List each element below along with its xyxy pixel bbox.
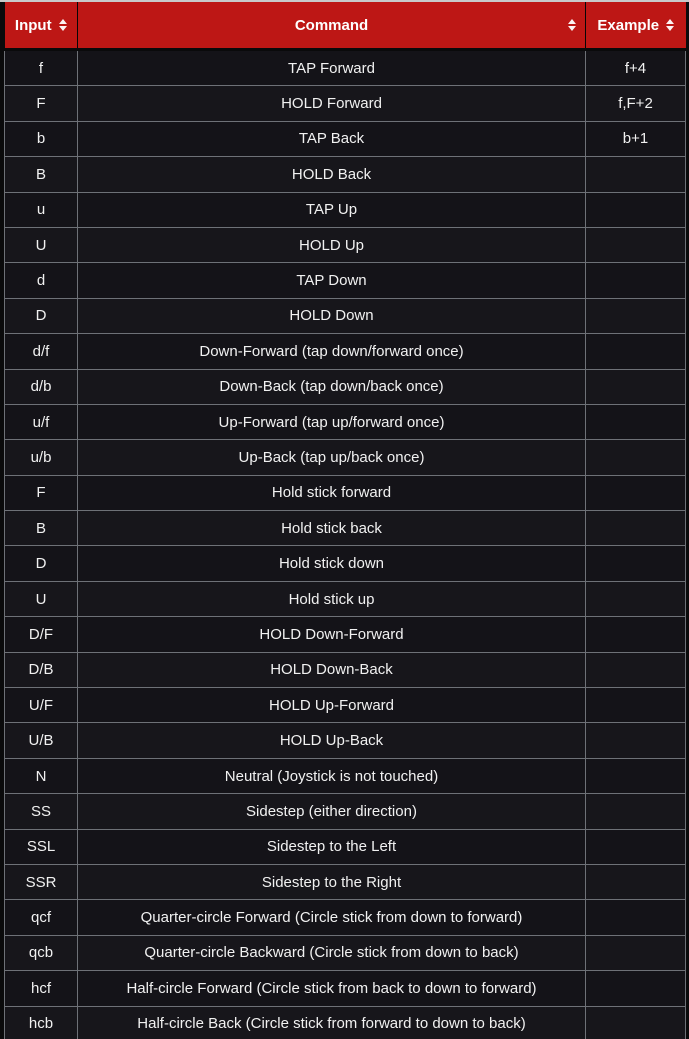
input-cell: U/B [5,723,78,758]
input-cell: D/F [5,617,78,652]
table-row [5,688,686,723]
example-cell [586,864,686,899]
command-cell: Hold stick back [78,511,586,546]
command-cell: Down-Forward (tap down/forward once) [78,334,586,369]
input-cell: D/B [5,652,78,687]
table-row [5,1006,686,1039]
table-row [5,723,686,758]
table-row [5,935,686,970]
example-cell [586,829,686,864]
input-command-table [4,2,686,1039]
input-cell: D [5,298,78,333]
command-cell: HOLD Up-Back [78,723,586,758]
example-cell [586,511,686,546]
command-cell: Quarter-circle Forward (Circle stick from down to forward) [78,900,586,935]
input-cell: U [5,581,78,616]
input-cell: B [5,157,78,192]
command-cell: TAP Back [78,121,586,156]
example-cell [586,723,686,758]
example-cell [586,546,686,581]
column-header-command-label: Command [294,16,369,34]
table-row [5,121,686,156]
table-row [5,546,686,581]
sort-icon [568,19,576,31]
table-row [5,511,686,546]
command-cell: Up-Back (tap up/back once) [78,440,586,475]
table-row [5,369,686,404]
command-cell: Half-circle Forward (Circle stick from back to down to forward) [78,971,586,1006]
table-row [5,900,686,935]
command-cell: TAP Up [78,192,586,227]
example-cell [586,1006,686,1039]
input-cell: SS [5,794,78,829]
input-cell: F [5,475,78,510]
input-cell: D [5,546,78,581]
table-row [5,829,686,864]
command-cell: HOLD Down-Back [78,652,586,687]
table-row [5,617,686,652]
table-row [5,86,686,121]
example-cell: f,F+2 [586,86,686,121]
table-row [5,758,686,793]
command-cell: HOLD Up [78,227,586,262]
command-cell: Neutral (Joystick is not touched) [78,758,586,793]
example-cell [586,192,686,227]
example-cell: b+1 [586,121,686,156]
example-cell [586,475,686,510]
sort-icon [59,19,67,31]
example-cell [586,157,686,192]
command-cell: Quarter-circle Backward (Circle stick from down to back) [78,935,586,970]
example-cell [586,334,686,369]
command-cell: Half-circle Back (Circle stick from forward to down to back) [78,1006,586,1039]
table-row [5,192,686,227]
column-header-example-label: Example [597,16,660,34]
input-cell: d [5,263,78,298]
example-cell [586,617,686,652]
input-cell: f [5,50,78,86]
table-row [5,971,686,1006]
input-cell: d/f [5,334,78,369]
table-body [5,50,686,1039]
example-cell [586,298,686,333]
header-row [5,2,686,50]
table-row [5,263,686,298]
column-header-input[interactable] [5,2,78,50]
input-cell: U [5,227,78,262]
input-cell: u/b [5,440,78,475]
input-cell: N [5,758,78,793]
command-cell: TAP Forward [78,50,586,86]
command-cell: Hold stick up [78,581,586,616]
command-cell: Up-Forward (tap up/forward once) [78,404,586,439]
table-row [5,298,686,333]
table-header [5,2,686,50]
example-cell [586,971,686,1006]
input-cell: d/b [5,369,78,404]
table-row [5,652,686,687]
table-row [5,440,686,475]
command-cell: HOLD Down [78,298,586,333]
input-cell: u/f [5,404,78,439]
table-row [5,227,686,262]
column-header-input-label: Input [14,16,52,34]
input-cell: SSL [5,829,78,864]
example-cell [586,369,686,404]
table-row [5,334,686,369]
table-row [5,404,686,439]
command-cell: HOLD Back [78,157,586,192]
command-cell: HOLD Down-Forward [78,617,586,652]
input-cell: hcb [5,1006,78,1039]
input-cell: qcf [5,900,78,935]
command-cell: HOLD Forward [78,86,586,121]
table-row [5,794,686,829]
command-cell: Hold stick down [78,546,586,581]
example-cell [586,758,686,793]
command-cell: Sidestep to the Right [78,864,586,899]
input-cell: u [5,192,78,227]
table-row [5,157,686,192]
command-cell: TAP Down [78,263,586,298]
example-cell [586,935,686,970]
example-cell [586,652,686,687]
table-row [5,864,686,899]
example-cell [586,263,686,298]
column-header-command[interactable] [78,2,586,50]
example-cell [586,404,686,439]
example-cell: f+4 [586,50,686,86]
command-cell: Hold stick forward [78,475,586,510]
input-cell: B [5,511,78,546]
command-cell: Down-Back (tap down/back once) [78,369,586,404]
example-cell [586,794,686,829]
command-cell: Sidestep to the Left [78,829,586,864]
input-cell: F [5,86,78,121]
command-cell: HOLD Up-Forward [78,688,586,723]
input-cell: hcf [5,971,78,1006]
example-cell [586,900,686,935]
input-cell: qcb [5,935,78,970]
example-cell [586,688,686,723]
input-cell: b [5,121,78,156]
table-row [5,50,686,86]
example-cell [586,581,686,616]
command-cell: Sidestep (either direction) [78,794,586,829]
column-header-example[interactable] [586,2,686,50]
example-cell [586,227,686,262]
table-row [5,581,686,616]
example-cell [586,440,686,475]
table-row [5,475,686,510]
input-cell: SSR [5,864,78,899]
input-cell: U/F [5,688,78,723]
sort-icon [666,19,674,31]
